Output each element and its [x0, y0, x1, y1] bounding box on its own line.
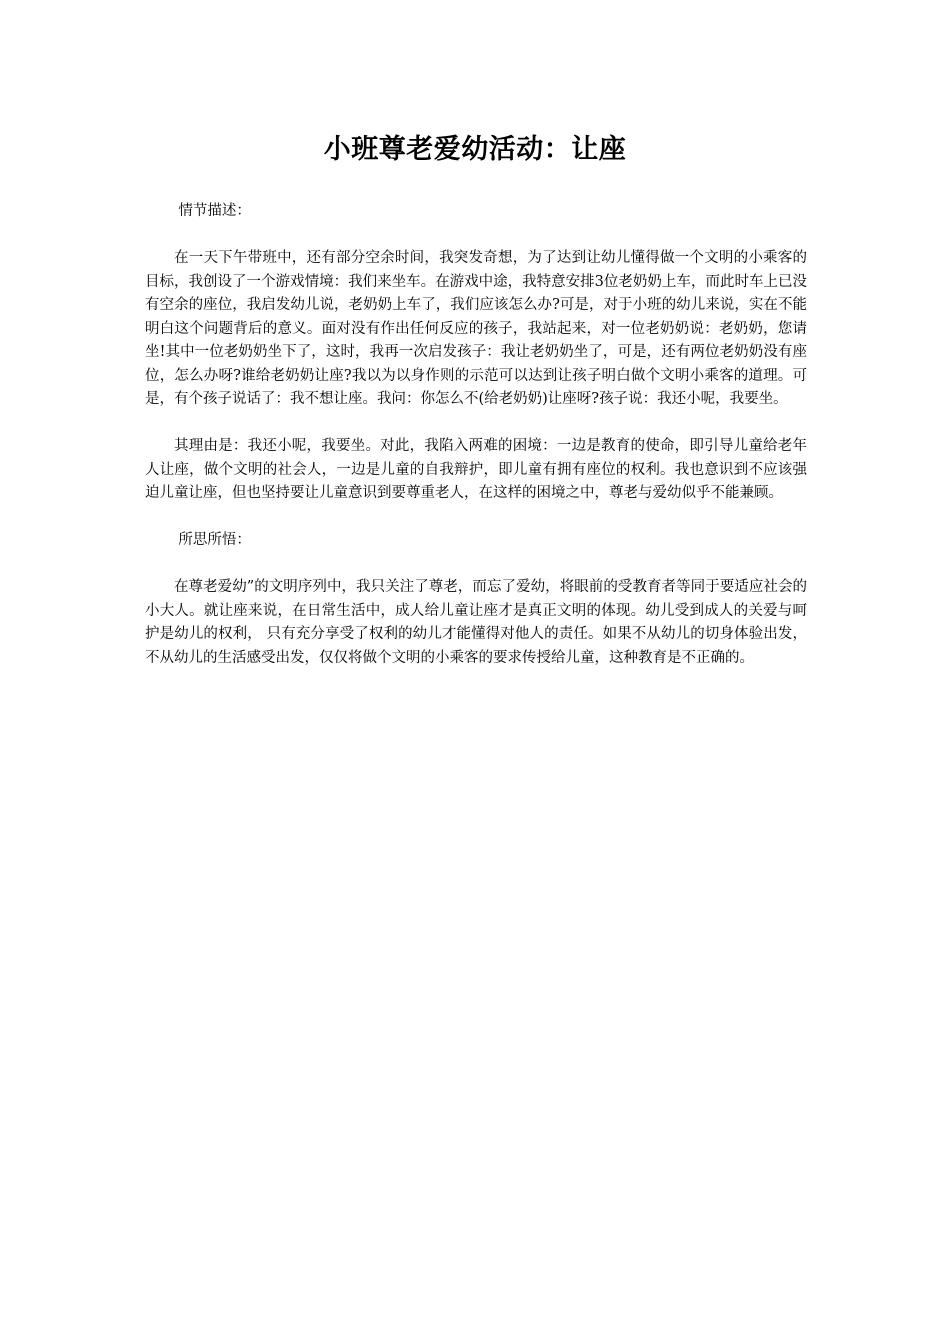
paragraph-story: 在一天下午带班中，还有部分空余时间，我突发奇想，为了达到让幼儿懂得做一个文明的小乘客的目标，我创设了一个游戏情境：我们来坐车。在游戏中途，我特意安排3位老奶奶上车，而此时车上已没有空余的座位，我启发幼儿说，老奶奶上车了，我们应该怎么办?可是，对于小班的幼儿来说，实在不能明白这个问题背后的意义。面对没有作出任何反应的孩子，我站起来，对一位老奶奶说：老奶奶，您请坐!其中一位老奶奶坐下了，这时，我再一次启发孩子：我让老奶奶坐了，可是，还有两位老奶奶没有座位，怎么办呀?谁给老奶奶让座?我以为以身作则的示范可以达到让孩子明白做个文明小乘客的道理。可是，有个孩子说话了：我不想让座。我问：你怎么不(给老奶奶)让座呀?孩子说：我还小呢，我要坐。: [145, 250, 807, 407]
document-title: 小班尊老爱幼活动：让座: [323, 134, 627, 165]
document-body: [145, 200, 807, 694]
section-heading-reflection: 所思所悟：: [178, 532, 251, 548]
paragraph-reflection: 在尊老爱幼”的文明序列中，我只关注了尊老，而忘了爱幼，将眼前的受教育者等同于要适应社会的小大人。就让座来说，在日常生活中，成人给儿童让座才是真正文明的体现。幼儿受到成人的关爱与呵护是幼儿的权利， 只有充分享受了权利的幼儿才能懂得对他人的责任。如果不从幼儿的切身体验出发，不从幼儿的生活感受出发，仅仅将做个文明的小乘客的要求传授给儿童，这种教育是不正确的。: [145, 579, 807, 666]
section-heading-plot-description: 情节描述：: [178, 203, 251, 219]
paragraph-dilemma: 其理由是：我还小呢，我要坐。对此，我陷入两难的困境：一边是教育的使命，即引导儿童给老年人让座，做个文明的社会人，一边是儿童的自我辩护，即儿童有拥有座位的权利。我也意识到不应该强迫儿童让座，但也坚持要让儿童意识到要尊重老人，在这样的困境之中，尊老与爱幼似乎不能兼顾。: [145, 438, 807, 501]
